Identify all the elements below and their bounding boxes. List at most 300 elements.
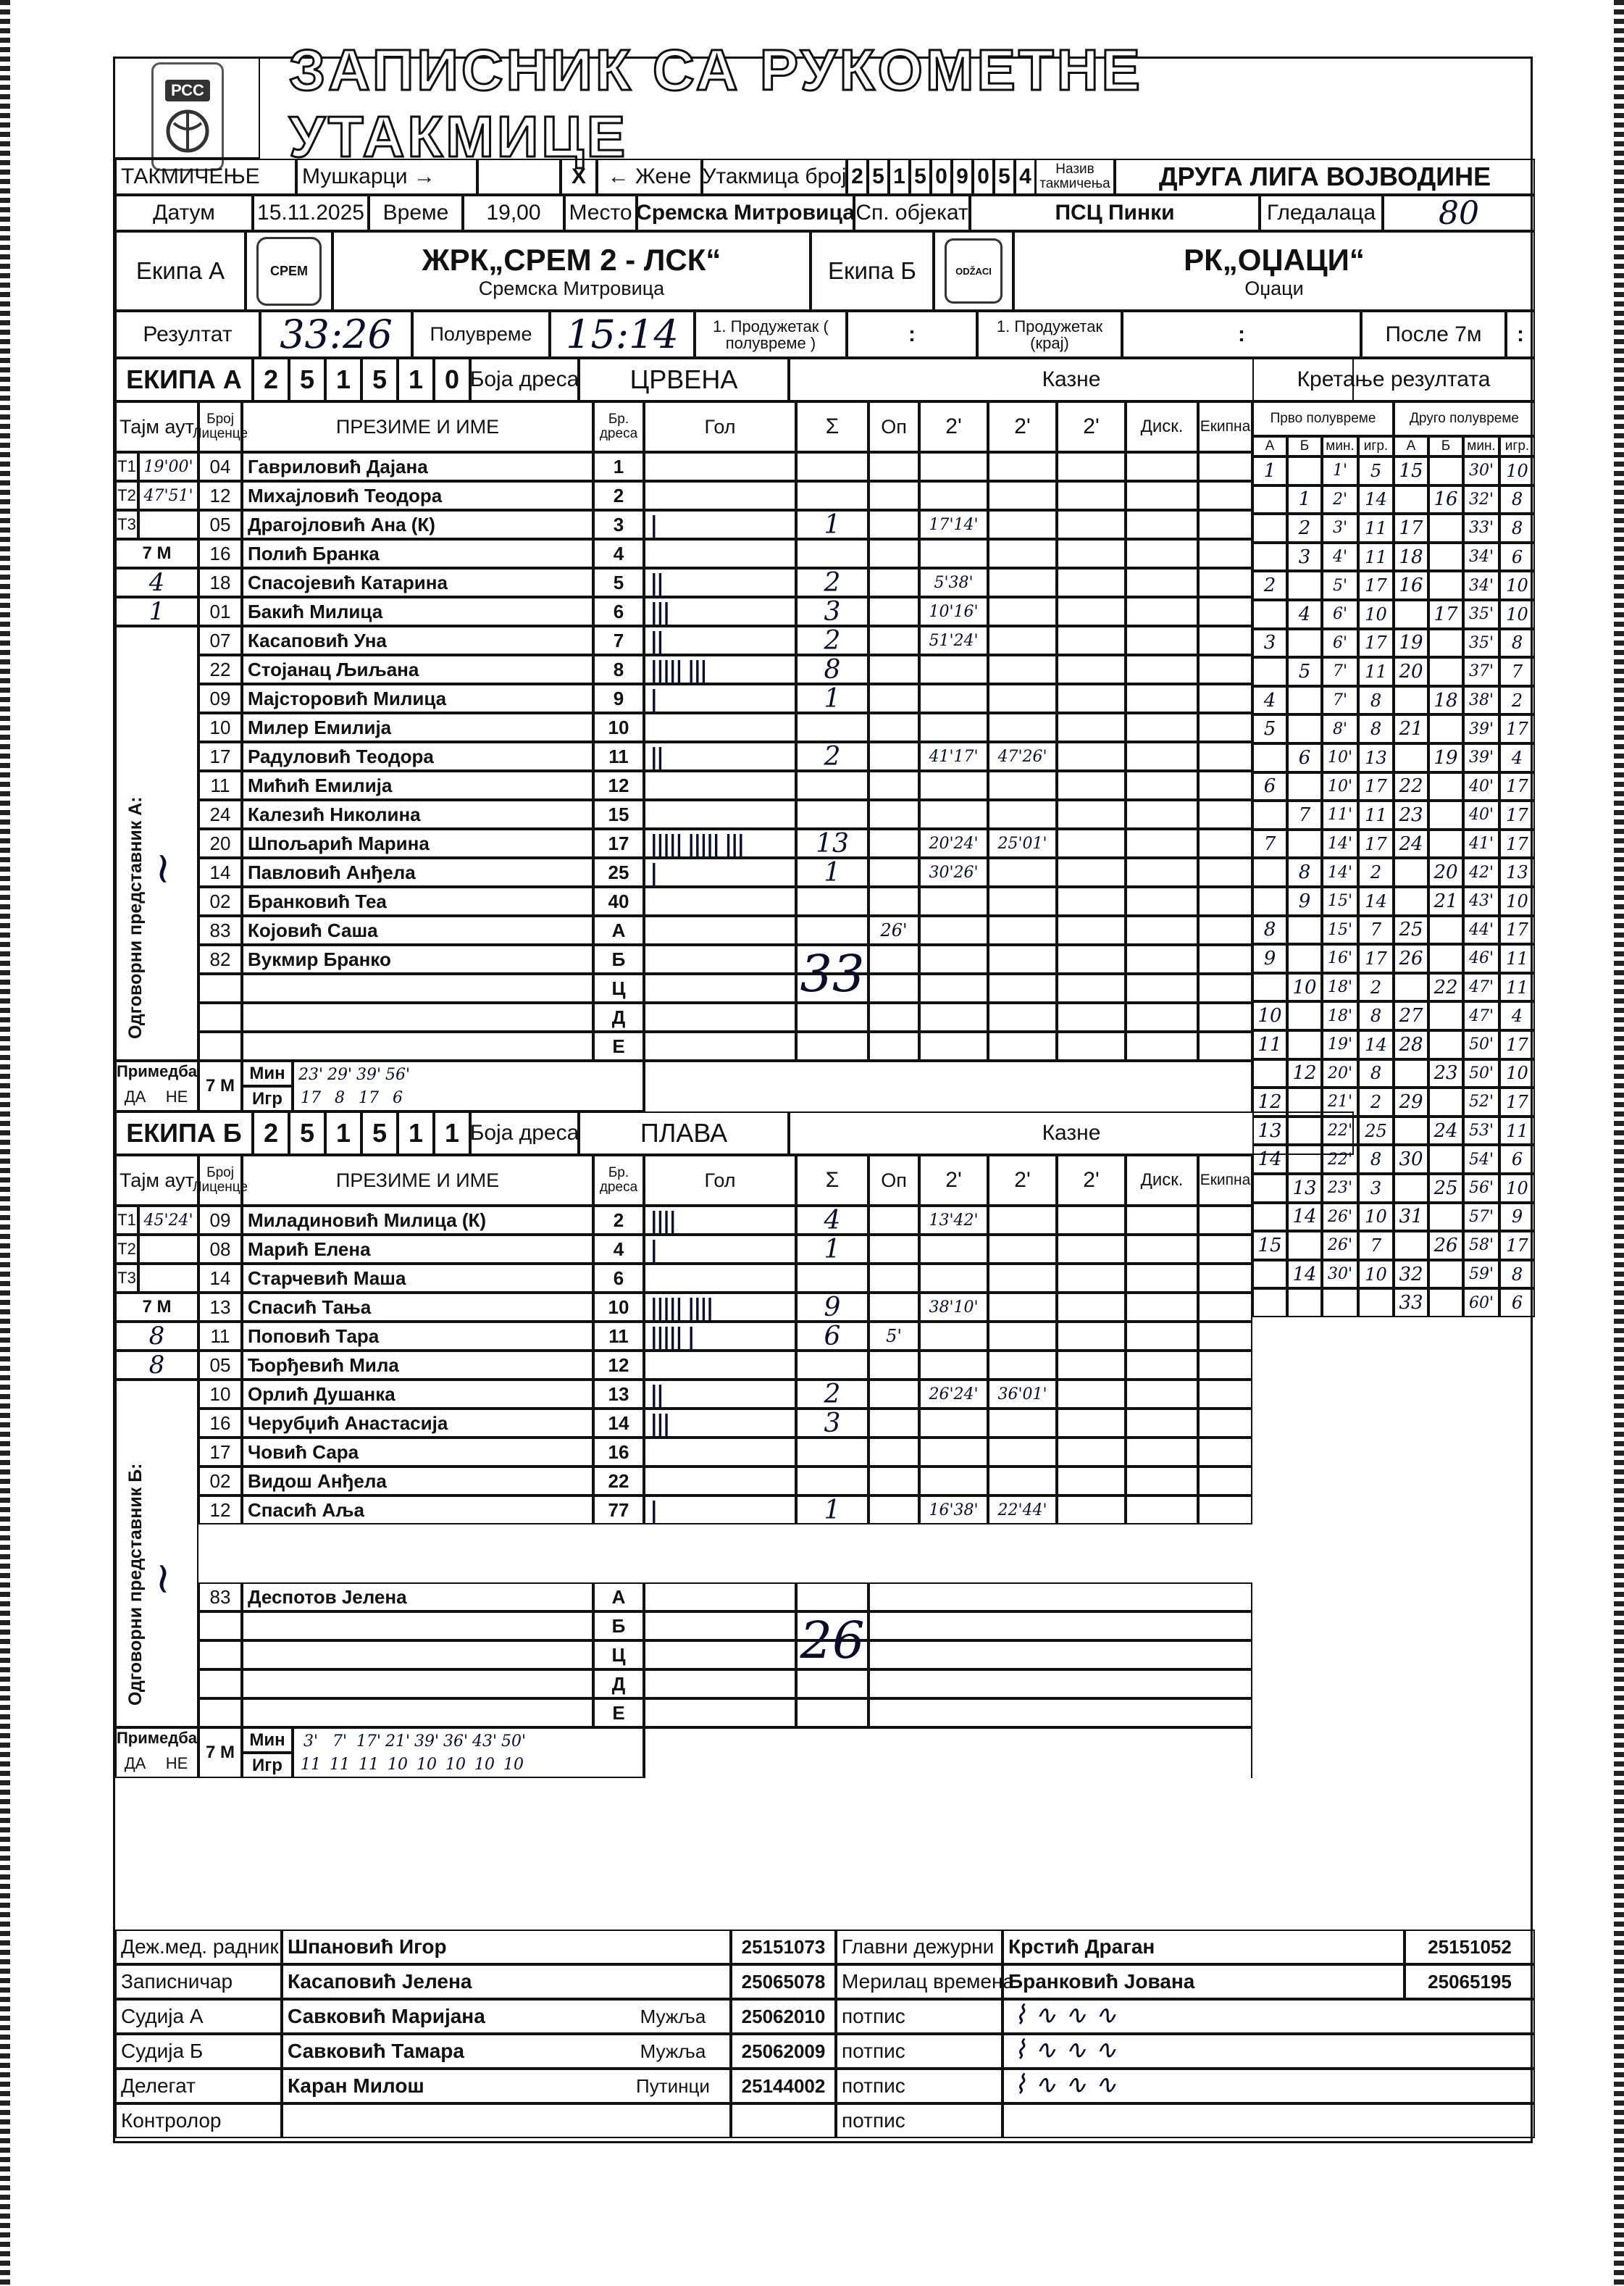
seven-meter-player: 11 <box>359 1756 379 1774</box>
player-name: Вукмир Бранко <box>242 945 593 974</box>
progress-score-b: 16 <box>1428 485 1463 514</box>
official-name: Савковић Тамара <box>282 2034 731 2069</box>
disqualification <box>1126 1003 1198 1032</box>
progress-score-a <box>1252 973 1287 1002</box>
progress-player: 8 <box>1499 514 1535 543</box>
disqualification <box>1126 452 1198 481</box>
suspension-2 <box>988 887 1057 916</box>
warning-cell <box>868 887 919 916</box>
progress-minute: 59' <box>1463 1260 1499 1289</box>
progress-score-a: 4 <box>1252 686 1287 715</box>
licence-cell: 83 <box>198 1582 242 1611</box>
progress-player: 13 <box>1499 858 1535 887</box>
team-penalty <box>1198 1235 1252 1264</box>
jersey-number: 40 <box>593 887 644 916</box>
licence-cell: 14 <box>198 858 242 887</box>
progress-score-a <box>1394 858 1428 887</box>
disqualification <box>1126 945 1198 974</box>
official-role-label: Судија Б <box>115 2034 282 2069</box>
jersey-number: 4 <box>593 1235 644 1264</box>
player-name: Мајсторовић Милица <box>242 684 593 713</box>
player-name: Миладиновић Милица (К) <box>242 1206 593 1235</box>
licence-cell: 10 <box>198 713 242 742</box>
progress-score-b: 6 <box>1287 743 1322 772</box>
suspension-3 <box>1057 626 1126 655</box>
suspension-2 <box>988 1032 1057 1061</box>
suspension-2 <box>988 1003 1057 1032</box>
warning-cell <box>868 1409 919 1438</box>
official-name: Касаповић Јелена <box>282 1964 731 1999</box>
goal-tally: || <box>644 568 796 597</box>
suspension-3 <box>1057 510 1126 539</box>
progress-score-a: 25 <box>1394 916 1428 945</box>
progress-col-header: игр. <box>1499 436 1535 456</box>
progress-score-b <box>1428 1288 1463 1317</box>
progress-player: 17 <box>1358 944 1394 973</box>
licence-cell: 04 <box>198 452 242 481</box>
goal-tally: ||| <box>644 597 796 626</box>
suspension-1: 41'17' <box>919 742 988 771</box>
progress-score-b <box>1428 514 1463 543</box>
progress-score-b <box>1287 1117 1322 1146</box>
official-licence: 25151073 <box>731 1930 836 1964</box>
player-name: Деспотов Јелена <box>242 1582 593 1611</box>
team-code-digit: 0 <box>434 358 470 401</box>
team-penalty <box>1198 800 1252 829</box>
progress-score-b <box>1428 657 1463 686</box>
signature-label: потпис <box>836 1999 1003 2034</box>
official-role-label: Контролор <box>115 2103 282 2138</box>
progress-score-b <box>1428 543 1463 572</box>
progress-score-b: 10 <box>1287 973 1322 1002</box>
player-name <box>242 1003 593 1032</box>
suspension-1 <box>919 916 988 945</box>
jersey-header: Бр. дреса <box>593 1155 644 1206</box>
team-penalty <box>1198 742 1252 771</box>
progress-player: 14 <box>1358 1030 1394 1059</box>
warning-cell <box>868 800 919 829</box>
progress-minute: 8' <box>1322 714 1358 743</box>
progress-score-b: 13 <box>1287 1174 1322 1203</box>
progress-score-b: 14 <box>1287 1260 1322 1289</box>
warning-cell <box>868 1264 919 1293</box>
goal-sum <box>796 452 868 481</box>
warning-cell <box>868 829 919 858</box>
team-penalty <box>1198 916 1252 945</box>
licence-cell <box>198 1669 242 1698</box>
official-licence: 25062010 <box>731 1999 836 2034</box>
progress-minute: 7' <box>1322 657 1358 686</box>
progress-player: 9 <box>1499 1203 1535 1232</box>
progress-player: 11 <box>1499 1117 1535 1146</box>
team-penalty <box>1198 1322 1252 1351</box>
jersey-number: 17 <box>593 829 644 858</box>
date-label: Датум <box>115 195 253 231</box>
match-number-digit: 9 <box>952 159 973 195</box>
progress-player: 4 <box>1499 1001 1535 1030</box>
goal-tally: ||||| |||| <box>644 1293 796 1322</box>
progress-score-b <box>1287 772 1322 801</box>
match-number-digit: 2 <box>847 159 868 195</box>
player-name: Спасић Аља <box>242 1496 593 1524</box>
team-penalty <box>1198 1380 1252 1409</box>
official-name: Савковић Маријана <box>282 1999 731 2034</box>
progress-player: 10 <box>1358 1203 1394 1232</box>
competition-label: ТАКМИЧЕЊЕ <box>115 159 296 195</box>
suspension-1 <box>919 481 988 510</box>
progress-score-a: 12 <box>1252 1088 1287 1117</box>
suspension-2 <box>988 1467 1057 1496</box>
team-penalty <box>1198 1293 1252 1322</box>
goal-tally: || <box>644 626 796 655</box>
licence-cell: 02 <box>198 1467 242 1496</box>
goal-sum: 9 <box>796 1293 868 1322</box>
suspension-1 <box>919 887 988 916</box>
goal-sum: 1 <box>796 1496 868 1524</box>
goal-tally <box>644 539 796 568</box>
warning-cell <box>868 1351 919 1380</box>
player-name: Павловић Анђела <box>242 858 593 887</box>
progress-score-a: 10 <box>1252 1001 1287 1030</box>
progress-player: 7 <box>1358 1231 1394 1260</box>
disqualification <box>1126 568 1198 597</box>
men-box <box>477 159 561 195</box>
disqualification <box>1126 742 1198 771</box>
player-name: Стојанац Љиљана <box>242 655 593 684</box>
progress-player: 8 <box>1358 686 1394 715</box>
team-label: ЕКИПА А <box>115 358 253 401</box>
goal-sum <box>796 1264 868 1293</box>
licence-cell: 20 <box>198 829 242 858</box>
suspension-1 <box>919 452 988 481</box>
jersey-color: ПЛАВА <box>579 1111 789 1155</box>
progress-player: 10 <box>1499 600 1535 629</box>
scan-edge-right <box>1614 0 1624 2286</box>
progress-player: 7 <box>1358 916 1394 945</box>
warning-cell: 26' <box>868 916 919 945</box>
progress-player: 2 <box>1358 858 1394 887</box>
progress-score-b: 1 <box>1287 485 1322 514</box>
ot1-value: : <box>847 311 977 358</box>
player-name: Калезић Николина <box>242 800 593 829</box>
goal-sum: 6 <box>796 1322 868 1351</box>
progress-player: 6 <box>1499 1145 1535 1174</box>
timeout-value <box>138 510 198 539</box>
progress-score-a <box>1394 743 1428 772</box>
goal-tally: | <box>644 510 796 539</box>
progress-minute: 7' <box>1322 686 1358 715</box>
progress-score-a: 8 <box>1252 916 1287 945</box>
official-name: Каран Милош <box>282 2069 731 2103</box>
progress-player: 17 <box>1358 772 1394 801</box>
player-name: Мићић Емилија <box>242 771 593 800</box>
progress-minute: 57' <box>1463 1203 1499 1232</box>
progress-minute: 39' <box>1463 714 1499 743</box>
licence-cell: 18 <box>198 568 242 597</box>
progress-minute: 20' <box>1322 1059 1358 1088</box>
suspension-2: 36'01' <box>988 1380 1057 1409</box>
team-penalty <box>1198 1206 1252 1235</box>
progress-player: 2 <box>1358 1088 1394 1117</box>
team-code-digit: 2 <box>253 1111 289 1155</box>
name-header: ПРЕЗИМЕ И ИМЕ <box>242 401 593 452</box>
progress-score-b <box>1287 629 1322 658</box>
warning-header: Оп <box>868 401 919 452</box>
seven-meter-player: 17 <box>301 1089 321 1107</box>
progress-player: 4 <box>1499 743 1535 772</box>
progress-minute: 35' <box>1463 600 1499 629</box>
licence-header: Број Лиценце <box>198 1155 242 1206</box>
progress-minute: 40' <box>1463 772 1499 801</box>
progress-score-b: 19 <box>1428 743 1463 772</box>
progress-score-b <box>1287 944 1322 973</box>
warning-cell <box>868 742 919 771</box>
progress-player: 8 <box>1499 485 1535 514</box>
progress-score-a: 17 <box>1394 514 1428 543</box>
licence-cell: 11 <box>198 1322 242 1351</box>
goal-tally <box>644 1032 796 1061</box>
goal-tally <box>644 1003 796 1032</box>
suspension-1: 16'38' <box>919 1496 988 1524</box>
goal-sum <box>796 800 868 829</box>
progress-col-header: А <box>1394 436 1428 456</box>
jersey-number: Б <box>593 945 644 974</box>
progress-score-a: 3 <box>1252 629 1287 658</box>
progress-player: 10 <box>1499 456 1535 485</box>
seven-meter-min: 43' <box>472 1732 498 1751</box>
blank-area <box>644 1727 1252 1778</box>
progress-score-a: 16 <box>1394 571 1428 600</box>
team-penalty <box>1198 684 1252 713</box>
goal-sum: 1 <box>796 510 868 539</box>
representative-label: Одговорни представник Б: <box>125 1463 146 1706</box>
warning-cell <box>868 1206 919 1235</box>
disqualification <box>1126 539 1198 568</box>
disqualification <box>1126 626 1198 655</box>
progress-minute: 11' <box>1322 801 1358 830</box>
warning-cell <box>868 626 919 655</box>
player-name: Шпољарић Марина <box>242 829 593 858</box>
suspension-3 <box>1057 1264 1126 1293</box>
men-label: Мушкарци → <box>296 159 477 195</box>
seven-meter-min: 36' <box>443 1732 469 1751</box>
progress-score-a: 28 <box>1394 1030 1428 1059</box>
suspension-3 <box>1057 713 1126 742</box>
progress-minute: 30' <box>1463 456 1499 485</box>
jersey-number: 13 <box>593 1380 644 1409</box>
match-report-sheet <box>113 38 1533 2143</box>
suspension-3 <box>1057 539 1126 568</box>
timeout-value: 47'51' <box>138 481 198 510</box>
goal-sum: 3 <box>796 597 868 626</box>
penalties-header: Казне <box>789 358 1354 401</box>
licence-cell <box>198 1003 242 1032</box>
blank-area <box>644 1061 1252 1111</box>
team-penalty <box>1198 1003 1252 1032</box>
progress-score-a: 7 <box>1252 830 1287 859</box>
note-no: НЕ <box>165 1754 188 1772</box>
progress-player: 10 <box>1499 1174 1535 1203</box>
player-name <box>242 1669 593 1698</box>
progress-score-b <box>1287 1231 1322 1260</box>
team-penalty <box>1198 1409 1252 1438</box>
progress-minute: 16' <box>1322 944 1358 973</box>
suspension-3 <box>1057 916 1126 945</box>
suspension-2 <box>988 452 1057 481</box>
team-penalty <box>1198 858 1252 887</box>
progress-score-a <box>1394 1117 1428 1146</box>
progress-score-b: 12 <box>1287 1059 1322 1088</box>
official-signature: ⌇ ∿ ∿ ∿ <box>1013 2035 1117 2065</box>
suspension-1: 38'10' <box>919 1293 988 1322</box>
progress-score-b: 23 <box>1428 1059 1463 1088</box>
suspension-1: 30'26' <box>919 858 988 887</box>
team-penalty <box>1198 539 1252 568</box>
team-code-digit: 1 <box>325 358 361 401</box>
team-penalty <box>1198 1264 1252 1293</box>
team-penalty <box>1198 481 1252 510</box>
progress-minute: 6' <box>1322 629 1358 658</box>
progress-score-b: 9 <box>1287 887 1322 916</box>
progress-score-a <box>1252 1260 1287 1289</box>
suspension-1 <box>919 771 988 800</box>
progress-minute: 26' <box>1322 1203 1358 1232</box>
progress-score-a: 27 <box>1394 1001 1428 1030</box>
progress-score-a: 32 <box>1394 1260 1428 1289</box>
progress-player: 10 <box>1358 600 1394 629</box>
progress-score-a <box>1394 1059 1428 1088</box>
licence-cell: 22 <box>198 655 242 684</box>
player-name: Спасић Тања <box>242 1293 593 1322</box>
progress-player: 10 <box>1499 1059 1535 1088</box>
first-half-header: Прво полувреме <box>1252 401 1394 436</box>
progress-minute: 43' <box>1463 887 1499 916</box>
disqualification <box>1126 858 1198 887</box>
official-licence <box>731 2103 836 2138</box>
player-name <box>242 1698 593 1727</box>
progress-score-a <box>1394 1174 1428 1203</box>
player-name: Спасојевић Катарина <box>242 568 593 597</box>
jersey-number: Е <box>593 1032 644 1061</box>
goal-tally: |||| <box>644 1206 796 1235</box>
progress-player: 11 <box>1499 944 1535 973</box>
page-title: ЗАПИСНИК СА РУКОМЕТНЕ УТАКМИЦЕ <box>289 38 1143 169</box>
disqualification <box>1126 713 1198 742</box>
team-b-name-cell <box>1013 231 1535 311</box>
suspension-1: 17'14' <box>919 510 988 539</box>
progress-minute: 47' <box>1463 1001 1499 1030</box>
progress-score-b <box>1287 1001 1322 1030</box>
warning-cell <box>868 1467 919 1496</box>
goal-sum: 2 <box>796 742 868 771</box>
warning-cell <box>868 655 919 684</box>
name-header: ПРЕЗИМЕ И ИМЕ <box>242 1155 593 1206</box>
disqualification <box>1126 771 1198 800</box>
progress-col-header: мин. <box>1322 436 1358 456</box>
progress-player: 2 <box>1358 973 1394 1002</box>
match-number-digit: 4 <box>1015 159 1036 195</box>
suspension-3 <box>1057 1351 1126 1380</box>
jersey-number: 11 <box>593 1322 644 1351</box>
goal-tally <box>644 481 796 510</box>
progress-minute: 54' <box>1463 1145 1499 1174</box>
licence-cell <box>198 1640 242 1669</box>
halftime-label: Полувреме <box>412 311 550 358</box>
progress-score-a: 22 <box>1394 772 1428 801</box>
seven-meter-player: 11 <box>330 1756 350 1774</box>
match-number-digit: 0 <box>973 159 994 195</box>
suspension-2 <box>988 945 1057 974</box>
team-b-logo-text: ODŽACI <box>955 265 992 277</box>
progress-minute: 44' <box>1463 916 1499 945</box>
seven-meter-player: 10 <box>388 1756 408 1774</box>
progress-player: 17 <box>1499 772 1535 801</box>
progress-minute: 1' <box>1322 456 1358 485</box>
ot1-label: 1. Продужетак ( полувреме ) <box>695 311 847 358</box>
progress-minute: 47' <box>1463 973 1499 1002</box>
progress-col-header: А <box>1252 436 1287 456</box>
suspension-1 <box>919 1409 988 1438</box>
progress-minute: 6' <box>1322 600 1358 629</box>
team-a-logo <box>256 237 322 306</box>
note-label: Примедба <box>116 1062 198 1080</box>
jersey-color-label: Боја дреса <box>470 358 579 401</box>
jersey-color: ЦРВЕНА <box>579 358 789 401</box>
suspension-2 <box>988 655 1057 684</box>
progress-score-a: 6 <box>1252 772 1287 801</box>
logo-cell <box>115 59 260 159</box>
suspension-1-header: 2' <box>919 401 988 452</box>
progress-score-b <box>1287 1288 1322 1317</box>
jersey-number: 11 <box>593 742 644 771</box>
suspension-3 <box>1057 1496 1126 1524</box>
progress-score-a <box>1252 801 1287 830</box>
player-name: Орлић Душанка <box>242 1380 593 1409</box>
team-a-name: ЖРК„СРЕМ 2 - ЛСК“ <box>422 242 721 277</box>
licence-cell: 10 <box>198 1380 242 1409</box>
goal-tally: || <box>644 742 796 771</box>
place-value: Сремска Митровица <box>637 195 854 231</box>
team-code-digit: 5 <box>361 358 398 401</box>
licence-cell: 01 <box>198 597 242 626</box>
ot2-label: 1. Продужетак (крај) <box>977 311 1122 358</box>
team-code-digit: 5 <box>361 1111 398 1155</box>
goal-tally <box>644 974 796 1003</box>
suspension-3 <box>1057 800 1126 829</box>
disqualification <box>1126 887 1198 916</box>
progress-player: 11 <box>1358 543 1394 572</box>
progress-col-header: Б <box>1287 436 1322 456</box>
progress-player: 6 <box>1499 543 1535 572</box>
suspension-3 <box>1057 1293 1126 1322</box>
official-licence: 25065078 <box>731 1964 836 1999</box>
progress-score-a <box>1394 973 1428 1002</box>
suspension-1 <box>919 1235 988 1264</box>
licence-cell: 11 <box>198 771 242 800</box>
suspension-2 <box>988 568 1057 597</box>
progress-score-b: 21 <box>1428 887 1463 916</box>
goal-tally <box>644 1582 796 1611</box>
progress-player: 17 <box>1499 801 1535 830</box>
disqualification <box>1126 481 1198 510</box>
representative-signature: ~ <box>137 1560 188 1598</box>
jersey-number: 12 <box>593 771 644 800</box>
jersey-number: 22 <box>593 1467 644 1496</box>
player-name <box>242 1611 593 1640</box>
suspension-2-header: 2' <box>988 401 1057 452</box>
goal-tally: | <box>644 1496 796 1524</box>
team-penalty <box>1198 568 1252 597</box>
